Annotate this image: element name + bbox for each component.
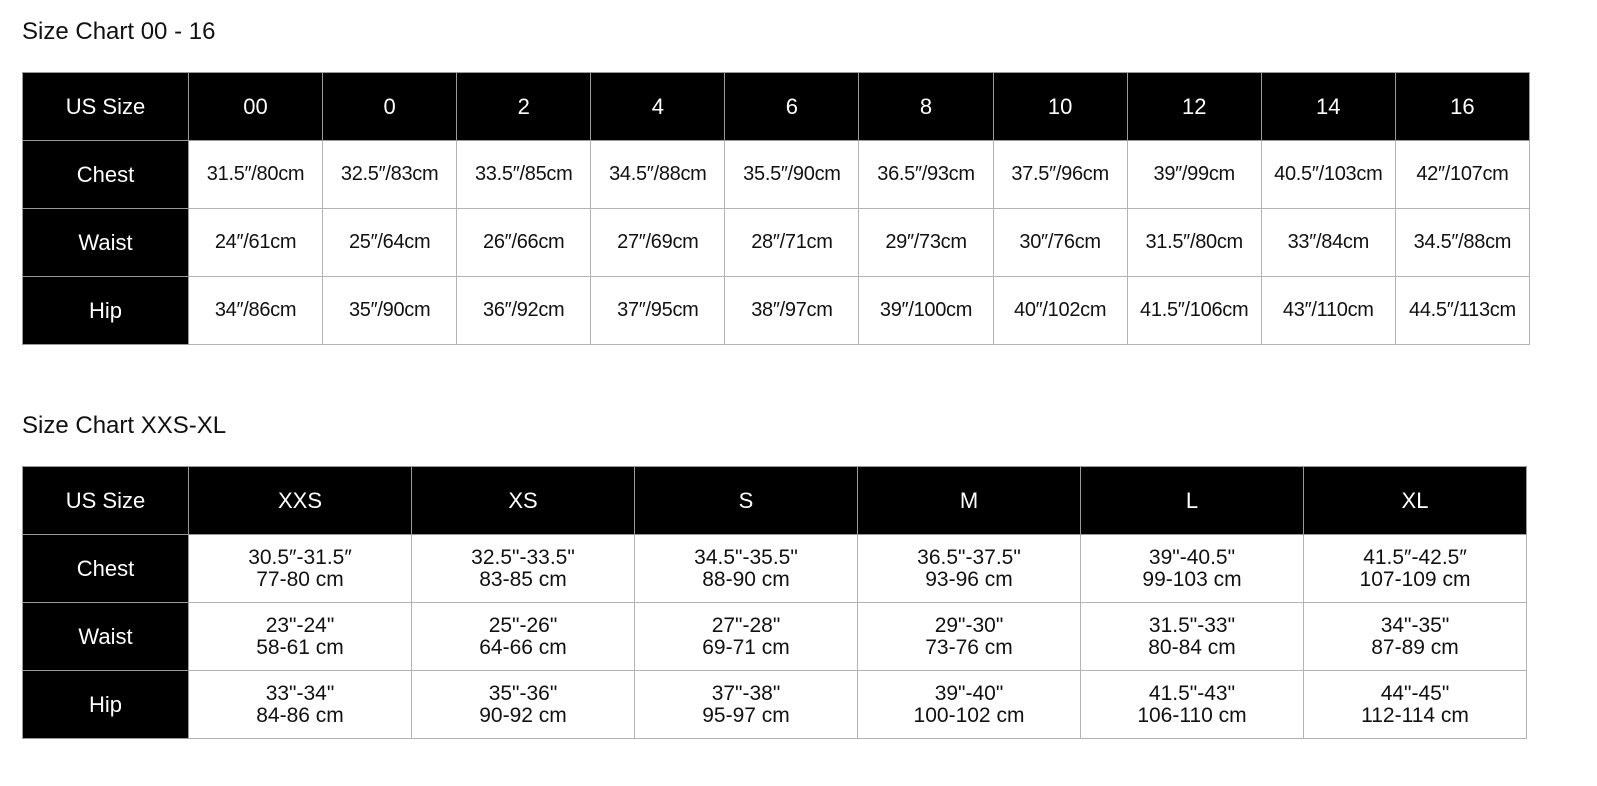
waist-row [23, 603, 1527, 671]
hip-cell: 38″/97cm [725, 277, 859, 345]
hip-cell: 36″/92cm [457, 277, 591, 345]
size-header: 12 [1127, 73, 1261, 141]
size-header: 00 [189, 73, 323, 141]
chest-cell: 40.5″/103cm [1261, 141, 1395, 209]
hip-cell: 43″/110cm [1261, 277, 1395, 345]
waist-cell [858, 603, 1081, 671]
hip-cell [412, 671, 635, 739]
header-row [23, 467, 1527, 535]
waist-cell: 34.5″/88cm [1395, 209, 1529, 277]
hip-cell: 44.5″/113cm [1395, 277, 1529, 345]
inches-range: 37"-38" [711, 681, 781, 705]
size-header: XS [412, 467, 635, 535]
cm-range: 90-92 cm [479, 703, 567, 727]
waist-cell: 26″/66cm [457, 209, 591, 277]
waist-cell: 27″/69cm [591, 209, 725, 277]
inches-range: 31.5"-33" [1148, 613, 1236, 637]
chest-row [23, 141, 1530, 209]
cm-range: 100-102 cm [913, 703, 1025, 727]
chest-cell: 32.5″/83cm [323, 141, 457, 209]
size-header: 0 [323, 73, 457, 141]
chest-cell: 31.5″/80cm [189, 141, 323, 209]
cm-range: 77-80 cm [256, 567, 344, 591]
size-chart-xxs-xl-table [22, 466, 1527, 739]
inches-range: 30.5″-31.5″ [248, 545, 352, 569]
waist-row [23, 209, 1530, 277]
cm-range: 69-71 cm [702, 635, 790, 659]
cm-range: 112-114 cm [1361, 703, 1469, 727]
hip-cell [189, 671, 412, 739]
cm-range: 99-103 cm [1142, 567, 1242, 591]
chest-cell [858, 535, 1081, 603]
cm-range: 80-84 cm [1148, 635, 1236, 659]
inches-range: 36.5"-37.5" [917, 545, 1021, 569]
hip-cell [1304, 671, 1527, 739]
waist-cell: 29″/73cm [859, 209, 993, 277]
size-header: 8 [859, 73, 993, 141]
hip-cell [858, 671, 1081, 739]
size-header: 10 [993, 73, 1127, 141]
waist-cell: 24″/61cm [189, 209, 323, 277]
waist-cell [1081, 603, 1304, 671]
cm-range: 83-85 cm [479, 567, 567, 591]
cm-range: 58-61 cm [256, 635, 344, 659]
hip-cell: 37″/95cm [591, 277, 725, 345]
cm-range: 107-109 cm [1359, 567, 1471, 591]
us-size-header: US Size [23, 467, 189, 535]
chest-cell: 34.5″/88cm [591, 141, 725, 209]
cm-range: 106-110 cm [1137, 703, 1247, 727]
row-label-waist: Waist [23, 603, 189, 671]
inches-range: 39"-40" [934, 681, 1004, 705]
chest-cell [635, 535, 858, 603]
row-label-chest: Chest [23, 535, 189, 603]
size-header: XL [1304, 467, 1527, 535]
hip-cell [1081, 671, 1304, 739]
chest-cell: 42″/107cm [1395, 141, 1529, 209]
chest-cell [189, 535, 412, 603]
header-row [23, 73, 1530, 141]
inches-range: 44"-45" [1380, 681, 1450, 705]
size-header: 14 [1261, 73, 1395, 141]
size-header: 2 [457, 73, 591, 141]
waist-cell [412, 603, 635, 671]
waist-cell [1304, 603, 1527, 671]
waist-cell: 28″/71cm [725, 209, 859, 277]
chest-cell [412, 535, 635, 603]
hip-cell: 41.5″/106cm [1127, 277, 1261, 345]
inches-range: 35"-36" [488, 681, 558, 705]
us-size-header: US Size [23, 73, 189, 141]
hip-cell: 40″/102cm [993, 277, 1127, 345]
inches-range: 41.5"-43" [1148, 681, 1236, 705]
chest-cell: 36.5″/93cm [859, 141, 993, 209]
inches-range: 34.5"-35.5" [694, 545, 798, 569]
inches-range: 34"-35" [1380, 613, 1450, 637]
row-label-chest: Chest [23, 141, 189, 209]
chest-cell: 35.5″/90cm [725, 141, 859, 209]
cm-range: 84-86 cm [256, 703, 344, 727]
chest-cell [1081, 535, 1304, 603]
inches-range: 25"-26" [488, 613, 558, 637]
chest-cell: 33.5″/85cm [457, 141, 591, 209]
hip-cell [635, 671, 858, 739]
row-label-waist: Waist [23, 209, 189, 277]
cm-range: 95-97 cm [702, 703, 790, 727]
hip-row [23, 671, 1527, 739]
cm-range: 93-96 cm [925, 567, 1013, 591]
chest-row [23, 535, 1527, 603]
waist-cell: 30″/76cm [993, 209, 1127, 277]
waist-cell: 33″/84cm [1261, 209, 1395, 277]
cm-range: 88-90 cm [702, 567, 790, 591]
waist-cell: 25″/64cm [323, 209, 457, 277]
chest-cell: 37.5″/96cm [993, 141, 1127, 209]
waist-cell: 31.5″/80cm [1127, 209, 1261, 277]
size-chart-00-16-title: Size Chart 00 - 16 [22, 18, 216, 45]
cm-range: 87-89 cm [1371, 635, 1459, 659]
size-header: M [858, 467, 1081, 535]
hip-row [23, 277, 1530, 345]
row-label-hip: Hip [23, 671, 189, 739]
inches-range: 29"-30" [934, 613, 1004, 637]
size-header: XXS [189, 467, 412, 535]
row-label-hip: Hip [23, 277, 189, 345]
inches-range: 39"-40.5" [1148, 545, 1236, 569]
cm-range: 64-66 cm [479, 635, 567, 659]
hip-cell: 39″/100cm [859, 277, 993, 345]
hip-cell: 34″/86cm [189, 277, 323, 345]
size-header: 6 [725, 73, 859, 141]
chest-cell: 39″/99cm [1127, 141, 1261, 209]
waist-cell [189, 603, 412, 671]
chest-cell [1304, 535, 1527, 603]
inches-range: 33"-34" [265, 681, 335, 705]
waist-cell [635, 603, 858, 671]
cm-range: 73-76 cm [925, 635, 1013, 659]
size-header: S [635, 467, 858, 535]
size-header: 16 [1395, 73, 1529, 141]
inches-range: 41.5″-42.5″ [1363, 545, 1467, 569]
size-chart-xxs-xl-title: Size Chart XXS-XL [22, 412, 227, 439]
size-header: L [1081, 467, 1304, 535]
inches-range: 32.5"-33.5" [471, 545, 575, 569]
size-header: 4 [591, 73, 725, 141]
hip-cell: 35″/90cm [323, 277, 457, 345]
size-chart-00-16-table [22, 72, 1530, 345]
inches-range: 27"-28" [711, 613, 781, 637]
inches-range: 23"-24" [265, 613, 335, 637]
